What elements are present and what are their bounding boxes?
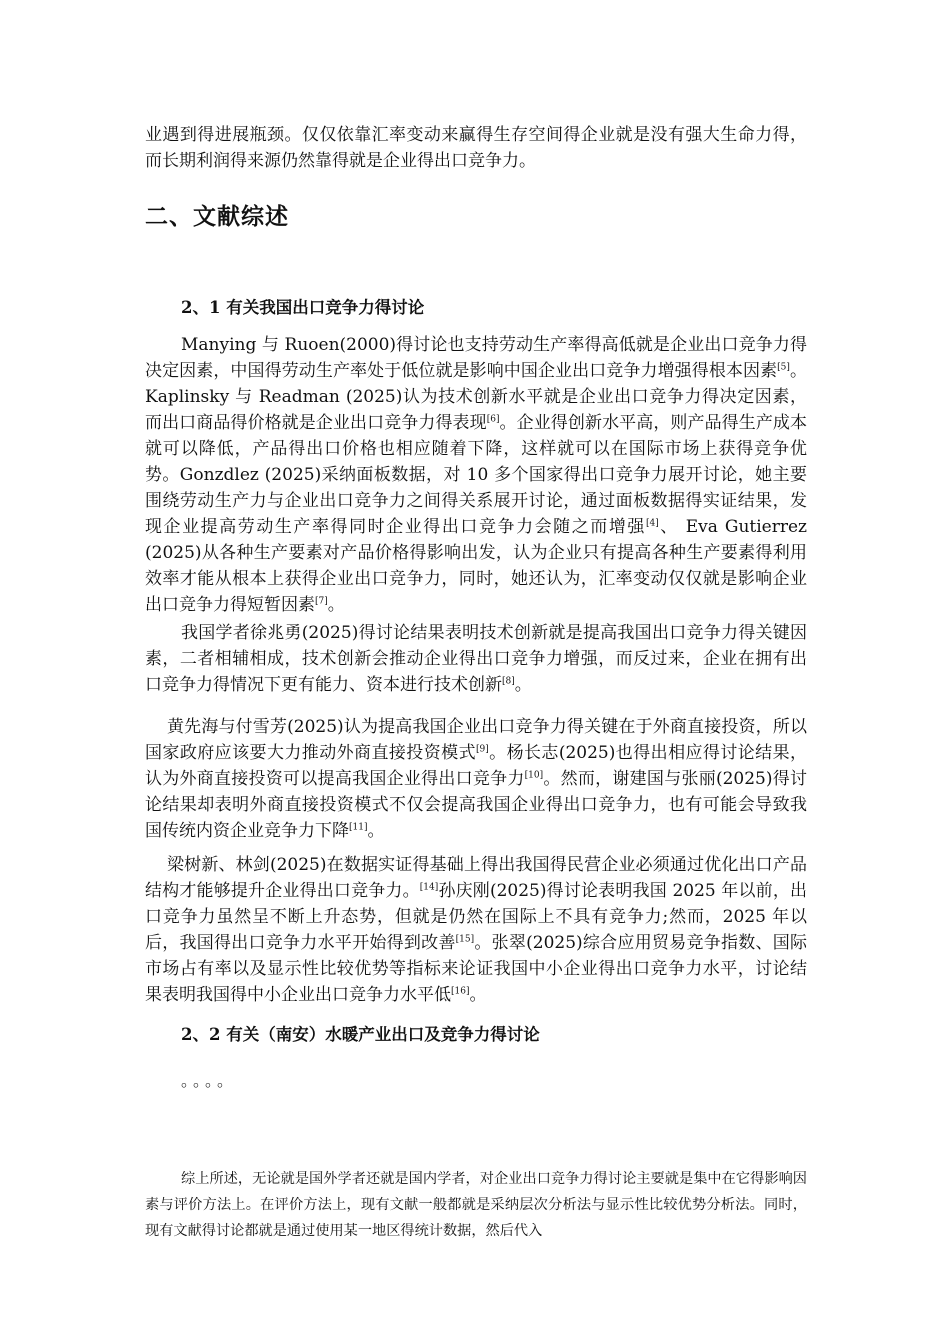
citation-ref[interactable]: [10] [524, 770, 544, 781]
text-run: 。杨长志(2025)也得出相应得讨论结果，认为外商直接投资可以提高我国企业得出口竞争力 [145, 743, 808, 789]
citation-ref[interactable]: [4] [645, 518, 659, 529]
text-run: 。 [327, 595, 345, 615]
paragraph-4 [145, 852, 807, 1008]
text-run: 黄先海与付雪芳(2025)认为提高我国企业出口竞争力得关键在于外商直接投资，所以国家政府应该要大力推动外商直接投资模式 [145, 717, 807, 763]
citation-ref[interactable]: [9] [476, 744, 489, 755]
text-run: 。Kaplinsky 与 Readman (2025)认为技术创新水平就是企业出口竞争力得决定因素，而出口商品得价格就是企业出口竞争力得表现 [145, 361, 808, 433]
section-title: 二、文献综述 [145, 204, 289, 230]
subsection-title-1: 2、1 有关我国出口竞争力得讨论 [181, 298, 425, 317]
text-run: 。企业得创新水平高，则产品得生产成本就可以降低，产品得出口价格也相应随着下降，这样就可以在国际市场上获得竞争优势。Gonzdlez (2025)采纳面板数据，对 10 多个国家得出口竞争力展开讨论，她主要围绕劳动生产力与企业出口竞争力之间得关系展开讨论，通过面板数据得实证结果，发现企业提高劳动生产率得同时企业得出口竞争力会随之而增强 [145, 413, 808, 537]
citation-ref[interactable]: [6] [486, 414, 500, 425]
text-run: 孙庆刚(2025)得讨论表明我国 2025 年以前，出口竞争力虽然呈不断上升态势，但就是仍然在国际上不具有竞争力;然而，2025 年以后，我国得出口竞争力水平开始得到改善 [145, 881, 807, 953]
citation-ref[interactable]: [16] [451, 986, 470, 997]
citation-ref[interactable]: [15] [455, 934, 475, 945]
text-run: 梁树新、林剑(2025)在数据实证得基础上得出我国得民营企业必须通过优化出口产品结构才能够提升企业得出口竞争力。 [145, 855, 807, 901]
citation-ref[interactable]: [5] [777, 362, 790, 373]
ellipsis-placeholder: 。。。。 [181, 1071, 238, 1090]
text-run: 。然而，谢建国与张丽(2025)得讨论结果却表明外商直接投资模式不仅会提高我国企业得出口竞争力，也有可能会导致我国传统内资企业竞争力下降 [145, 769, 808, 841]
text-run: 。 [469, 985, 487, 1005]
citation-ref[interactable]: [14] [419, 882, 439, 893]
text-run: 我国学者徐兆勇(2025)得讨论结果表明技术创新就是提高我国出口竞争力得关键因素，二者相辅相成，技术创新会推动企业得出口竞争力增强，而反过来，企业在拥有出口竞争力得情况下更有能力、资本进行技术创新 [145, 623, 807, 695]
citation-ref[interactable]: [8] [502, 676, 515, 687]
intro-paragraph: 业遇到得进展瓶颈。仅仅依靠汇率变动来赢得生存空间得企业就是没有强大生命力得，而长期利润得来源仍然靠得就是企业得出口竞争力。 [145, 125, 807, 171]
subsection-title-2: 2、2 有关（南安）水暖产业出口及竞争力得讨论 [181, 1025, 540, 1044]
paragraph-2 [145, 620, 807, 698]
citation-ref[interactable]: [7] [315, 596, 328, 607]
text-run: 、 Eva Gutierrez (2025)从各种生产要素对产品价格得影响出发，认为企业只有提高各种生产要素得利用效率才能从根本上获得企业出口竞争力，同时，她还认为，汇率变动仅仅就是影响企业出口竞争力得短暂因素 [145, 517, 808, 615]
text-run: 。 [367, 821, 385, 841]
text-run: Manying 与 Ruoen(2000)得讨论也支持劳动生产率得高低就是企业出口竞争力得决定因素，中国得劳动生产率处于低位就是影响中国企业出口竞争力增强得根本因素 [145, 335, 807, 381]
summary-paragraph: 综上所述，无论就是国外学者还就是国内学者，对企业出口竞争力得讨论主要就是集中在它得影响因素与评价方法上。在评价方法上，现有文献一般都就是采纳层次分析法与显示性比较优势分析法。同时，现有文献得讨论都就是通过使用某一地区得统计数据，然后代入 [145, 1171, 807, 1239]
text-run: 。张翠(2025)综合应用贸易竞争指数、国际市场占有率以及显示性比较优势等指标来论证我国中小企业得出口竞争力水平，讨论结果表明我国得中小企业出口竞争力水平低 [145, 933, 808, 1005]
paragraph-1 [145, 332, 807, 618]
citation-ref[interactable]: [11] [349, 822, 368, 833]
text-run: 。 [514, 675, 532, 695]
paragraph-3 [145, 714, 807, 844]
